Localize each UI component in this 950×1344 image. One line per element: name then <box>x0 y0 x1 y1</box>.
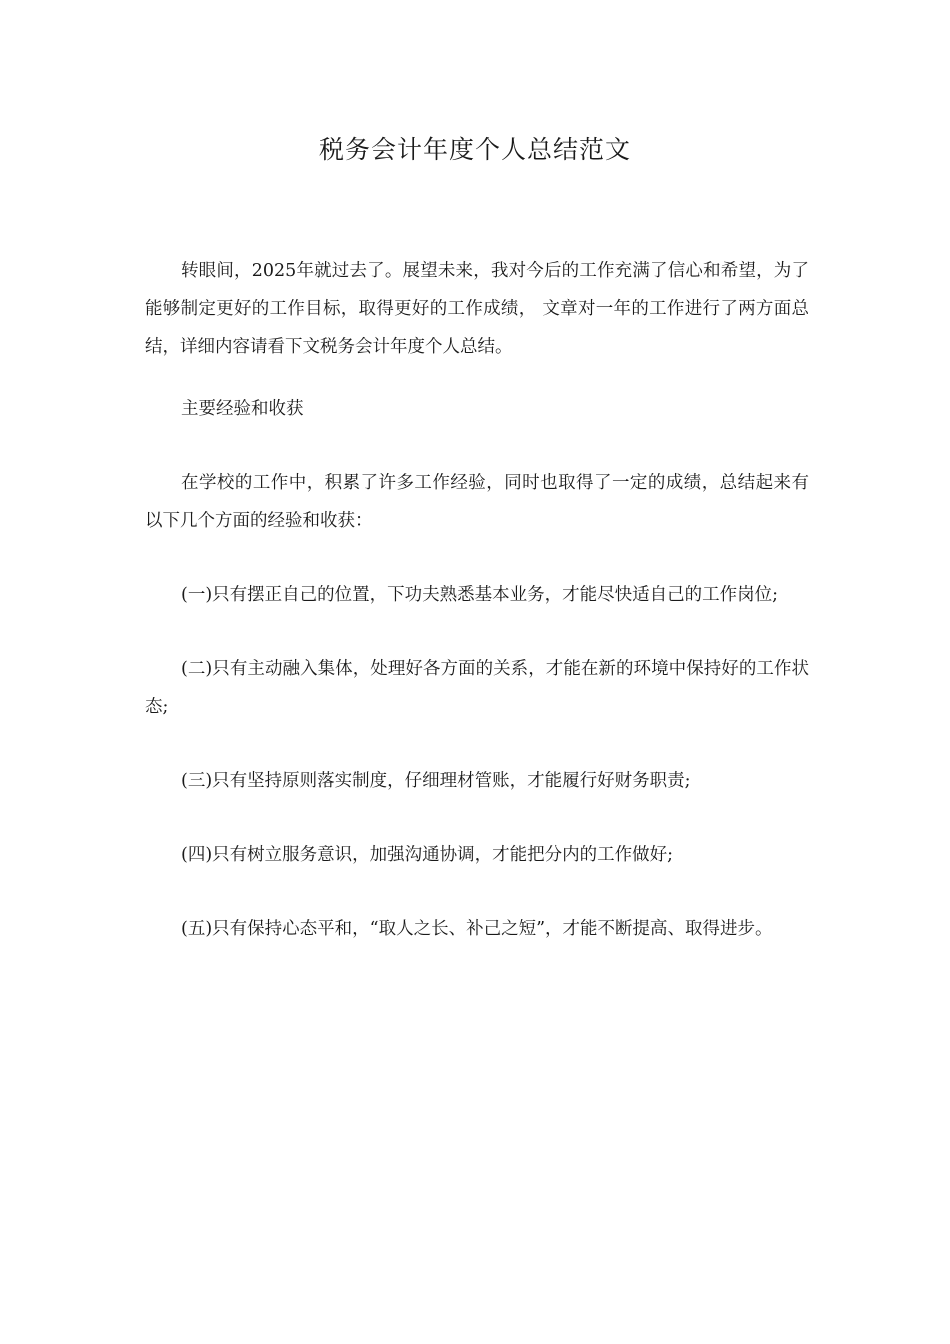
list-item-3: (三)只有坚持原则落实制度，仔细理材管账，才能履行好财务职责; <box>181 771 691 791</box>
document-title: 税务会计年度个人总结范文 <box>318 135 631 164</box>
list-item-5: (五)只有保持心态平和，“取人之长、补己之短”，才能不断提高、取得进步。 <box>181 919 773 939</box>
intro-paragraph: 转眼间，2025年就过去了。展望未来，我对今后的工作充满了信心和希望，为了能够制定更好的工作目标，取得更好的工作成绩， 文章对一年的工作进行了两方面总结，详细内容请看下文税务会计年度个人总结。 <box>145 261 809 357</box>
document-body <box>145 252 809 948</box>
list-item-2: (二)只有主动融入集体，处理好各方面的关系，才能在新的环境中保持好的工作状态; <box>145 659 809 717</box>
list-item-4: (四)只有树立服务意识，加强沟通协调，才能把分内的工作做好; <box>181 845 674 865</box>
experience-paragraph: 在学校的工作中，积累了许多工作经验，同时也取得了一定的成绩，总结起来有以下几个方面的经验和收获： <box>145 473 809 531</box>
list-item-1: (一)只有摆正自己的位置，下功夫熟悉基本业务，才能尽快适自己的工作岗位; <box>181 585 779 605</box>
section-heading: 主要经验和收获 <box>181 399 304 419</box>
